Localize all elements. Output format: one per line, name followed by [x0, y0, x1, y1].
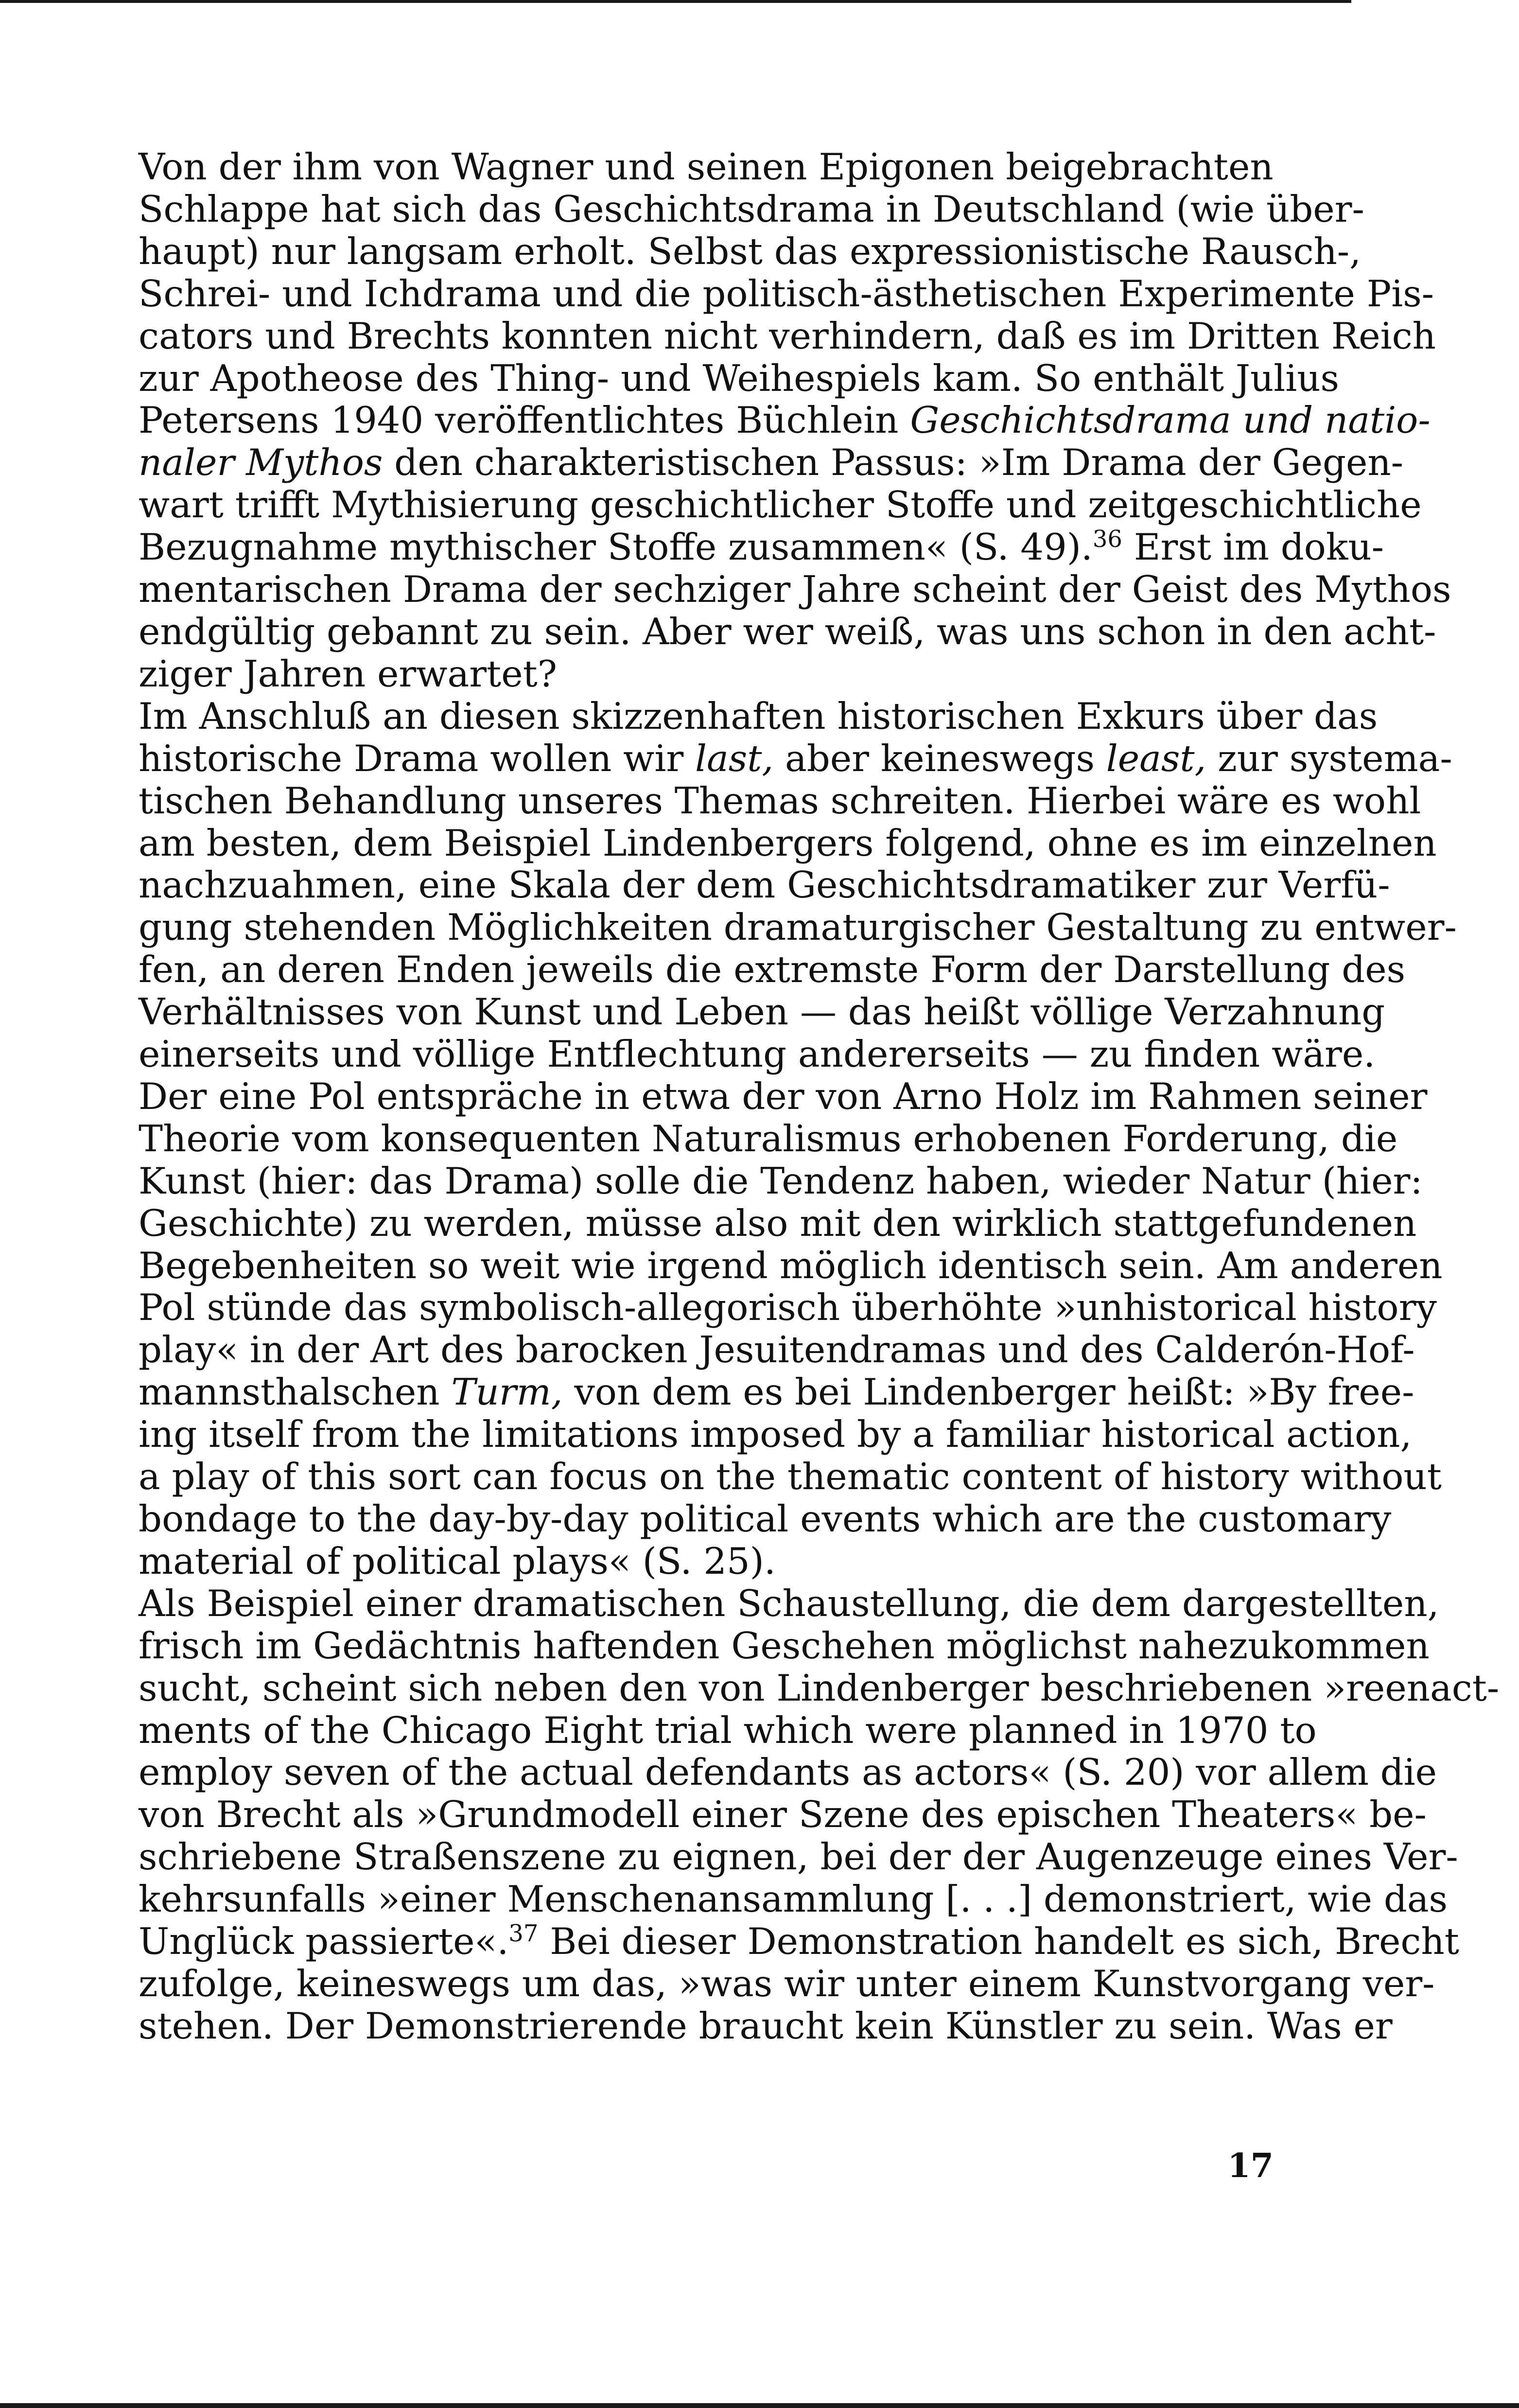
text-line: schriebene Straßenszene zu eignen, bei der der Augenzeuge eines Ver- — [139, 1835, 1458, 1879]
text-line: a play of this sort can focus on the thematic content of history without — [139, 1455, 1442, 1498]
paragraph — [139, 145, 1451, 695]
text-line: mannsthalschen Turm, von dem es bei Lindenberger heißt: »By free- — [139, 1371, 1414, 1414]
text-line: Theorie vom konsequenten Naturalismus erhobenen Forderung, die — [139, 1117, 1398, 1160]
text-line: frisch im Gedächtnis haftenden Geschehen möglichst nahezukommen — [139, 1624, 1430, 1667]
text-line: sucht, scheint sich neben den von Lindenberger beschriebenen »reenact- — [139, 1666, 1500, 1709]
text-line: Verhältnisses von Kunst und Leben — das heißt völlige Verzahnung — [139, 990, 1385, 1034]
scan-edge-top — [0, 0, 1351, 3]
text-line: Pol stünde das symbolisch-allegorisch überhöhte »unhistorical history — [139, 1286, 1437, 1329]
text-line: nachzuahmen, eine Skala der dem Geschichtsdramatiker zur Verfü- — [139, 863, 1390, 907]
text-line: von Brecht als »Grundmodell einer Szene des epischen Theaters« be- — [139, 1793, 1427, 1836]
text-line: ziger Jahren erwartet? — [139, 652, 557, 695]
text-line: Unglück passierte«.$^{37}$ Bei dieser Demonstration handelt es sich, Brecht — [139, 1920, 1459, 1963]
text-line: stehen. Der Demonstrierende braucht kein Künstler zu sein. Was er — [139, 2004, 1393, 2047]
text-line: mentarischen Drama der sechziger Jahre scheint der Geist des Mythos — [139, 568, 1451, 611]
text-line: am besten, dem Beispiel Lindenbergers folgend, ohne es im einzelnen — [139, 821, 1437, 864]
text-line: tischen Behandlung unseres Themas schreiten. Hierbei wäre es wohl — [139, 779, 1421, 822]
text-line: bondage to the day-by-day political events which are the customary — [139, 1497, 1392, 1540]
text-line: endgültig gebannt zu sein. Aber wer weiß, was uns schon in den acht- — [139, 610, 1436, 653]
text-line: historische Drama wollen wir last, aber keineswegs least, zur systema- — [139, 737, 1452, 780]
page-number: 17 — [1227, 2146, 1274, 2185]
paragraph — [139, 694, 1457, 1582]
text-line: haupt) nur langsam erholt. Selbst das expressionistische Rausch-, — [139, 229, 1361, 273]
text-line: ing itself from the limitations imposed by a familiar historical action, — [139, 1413, 1412, 1456]
text-line: cators und Brechts konnten nicht verhindern, daß es im Dritten Reich — [139, 314, 1436, 357]
text-line: Als Beispiel einer dramatischen Schaustellung, die dem dargestellten, — [139, 1582, 1439, 1625]
text-line: Der eine Pol entspräche in etwa der von Arno Holz im Rahmen seiner — [139, 1074, 1428, 1118]
text-line: employ seven of the actual defendants as actors« (S. 20) vor allem die — [139, 1751, 1437, 1794]
text-line: gung stehenden Möglichkeiten dramaturgischer Gestaltung zu entwer- — [139, 906, 1457, 949]
text-line: Bezugnahme mythischer Stoffe zusammen« (S. 49).$^{36}$ Erst im doku- — [139, 526, 1384, 569]
text-line: Schrei- und Ichdrama und die politisch-ästhetischen Experimente Pis- — [139, 272, 1434, 315]
text-line: Geschichte) zu werden, müsse also mit den wirklich stattgefundenen — [139, 1201, 1417, 1245]
text-line: material of political plays« (S. 25). — [139, 1539, 776, 1582]
text-line: play« in der Art des barocken Jesuitendramas und des Calderón-Hof- — [139, 1328, 1415, 1371]
text-line: zufolge, keineswegs um das, »was wir unter einem Kunstvorgang ver- — [139, 1962, 1435, 2005]
text-line: Petersens 1940 veröffentlichtes Büchlein Geschichtsdrama und natio- — [139, 399, 1431, 442]
text-line: zur Apotheose des Thing- und Weihespiels kam. So enthält Julius — [139, 356, 1340, 400]
text-line: Im Anschluß an diesen skizzenhaften historischen Exkurs über das — [139, 694, 1378, 738]
text-line: Begebenheiten so weit wie irgend möglich identisch sein. Am anderen — [139, 1244, 1443, 1287]
text-line: kehrsunfalls »einer Menschenansammlung [. . .] demonstriert, wie das — [139, 1878, 1448, 1921]
text-line: Schlappe hat sich das Geschichtsdrama in Deutschland (wie über- — [139, 187, 1364, 230]
text-line: Von der ihm von Wagner und seinen Epigonen beigebrachten — [139, 145, 1274, 188]
text-line: fen, an deren Enden jeweils die extremste Form der Darstellung des — [139, 948, 1406, 991]
text-line: naler Mythos den charakteristischen Passus: »Im Drama der Gegen- — [139, 441, 1404, 484]
paragraph — [139, 1582, 1500, 2047]
scan-edge-bottom — [0, 2403, 1519, 2408]
text-line: einerseits und völlige Entflechtung andererseits — zu finden wäre. — [139, 1033, 1376, 1076]
text-line: wart trifft Mythisierung geschichtlicher Stoffe und zeitgeschichtliche — [139, 483, 1422, 527]
body-text — [139, 145, 1500, 2047]
text-line: Kunst (hier: das Drama) solle die Tendenz haben, wieder Natur (hier: — [139, 1159, 1423, 1202]
text-line: ments of the Chicago Eight trial which were planned in 1970 to — [139, 1708, 1317, 1752]
